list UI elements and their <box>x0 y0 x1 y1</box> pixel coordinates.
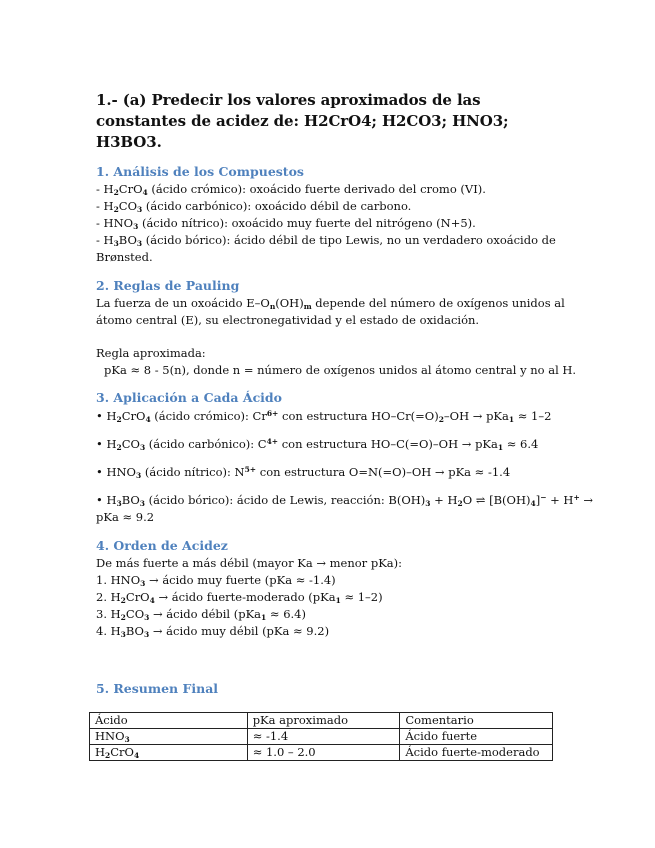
subscript: 3 <box>139 499 146 508</box>
page-title: 1.- (a) Predecir los valores aproximados de las constantes de acidez de: H2CrO4; H2CO3; HNO3; H3BO3. <box>96 91 509 151</box>
subscript: 4 <box>149 596 155 605</box>
table-cell-acid: $HNO_3$ <box>90 729 248 745</box>
superscript: 4+ <box>266 437 279 446</box>
section-heading-analisis: 1. Análisis de los Compuestos <box>96 164 304 179</box>
analisis-item: - $H_3BO_3$ (ácido bórico): ácido débil de tipo Lewis, no un verdadero oxoácido de <box>96 233 556 248</box>
orden-intro: De más fuerte a más débil (mayor Ka → menor pKa): <box>96 556 402 570</box>
subscript: 2 <box>457 499 463 508</box>
subscript: 3 <box>143 630 150 639</box>
subscript: 1 <box>508 415 515 424</box>
subscript: 2 <box>116 415 122 424</box>
subscript: 3 <box>139 443 146 452</box>
aplicacion-item: • $H_2CO_3$ (ácido carbónico): $C^{4+}$ con estructura HO–C(=O)–OH → pKa$_1$ ≈ 6.4 <box>96 437 539 452</box>
table-cell-pka: ≈ 1.0 – 2.0 <box>247 745 400 761</box>
summary-table <box>89 712 553 761</box>
subscript: 3 <box>113 239 119 248</box>
orden-item: 3. $H_2CO_3$ → ácido débil (pKa$_1$ ≈ 6.4) <box>96 607 306 622</box>
section-heading-aplicacion: 3. Aplicación a Cada Ácido <box>96 390 283 405</box>
subscript: 2 <box>113 188 119 197</box>
subscript: 3 <box>425 499 431 508</box>
table-row <box>90 729 553 745</box>
table-cell-acid: $H_2CrO_4$ <box>90 745 248 761</box>
subscript: m <box>303 302 312 311</box>
pauling-text <box>96 295 565 329</box>
subscript: 2 <box>113 205 119 214</box>
analisis-item: - $H_2CO_3$ (ácido carbónico): oxoácido débil de carbono. <box>96 199 412 214</box>
superscript: + <box>573 493 580 502</box>
table-row <box>90 745 553 761</box>
aplicacion-item-boric-cont: pKa ≈ 9.2 <box>96 510 155 524</box>
subscript: 3 <box>116 499 122 508</box>
section-heading-orden: 4. Orden de Acidez <box>96 538 228 553</box>
aplicacion-item: • $H_2CrO_4$ (ácido crómico): $Cr^{6+}$ con estructura $HO-Cr(=O)_2-OH \to pKa_1 \approx 1-2$ <box>96 409 552 424</box>
superscript: 6+ <box>266 409 279 418</box>
rule-label: Regla aproximada: <box>96 346 206 360</box>
subscript: 4 <box>133 751 140 760</box>
analisis-item: - $H_2CrO_4$ (ácido crómico): oxoácido fuerte derivado del cromo (VI). <box>96 182 486 197</box>
orden-item: 1. $HNO_3$ → ácido muy fuerte (pKa ≈ -1.4) <box>96 573 336 588</box>
orden-item: 4. $H_3BO_3$ → ácido muy débil (pKa ≈ 9.2) <box>96 624 330 639</box>
subscript: 1 <box>261 613 267 622</box>
subscript: 3 <box>137 205 143 214</box>
section-heading-resumen: 5. Resumen Final <box>96 681 219 696</box>
analisis-list <box>96 181 556 266</box>
analisis-item: - $HNO_3$ (ácido nítrico): oxoácido muy fuerte del nitrógeno (N+5). <box>96 216 476 231</box>
orden-list <box>96 555 556 640</box>
superscript: 5+ <box>244 465 257 474</box>
subscript: 3 <box>136 239 143 248</box>
subscript: 2 <box>105 751 111 760</box>
table-cell-comment: Ácido fuerte-moderado <box>400 745 553 761</box>
subscript: 3 <box>124 735 130 744</box>
table-cell-comment: Ácido fuerte <box>400 729 553 745</box>
subscript: 1 <box>335 596 341 605</box>
subscript: 2 <box>116 443 122 452</box>
subscript: 4 <box>530 499 536 508</box>
subscript: 4 <box>145 415 151 424</box>
subscript: 4 <box>142 188 148 197</box>
table-header-cell: pKa aproximado <box>247 713 400 729</box>
aplicacion-item <box>96 492 594 526</box>
aplicacion-item: • $HNO_3$ (ácido nítrico): $N^{5+}$ con estructura O=N(=O)–OH → pKa ≈ -1.4 <box>96 465 511 480</box>
subscript: n <box>269 302 276 311</box>
orden-item: 2. $H_2CrO_4$ → ácido fuerte-moderado (pKa$_1$ ≈ 1–2) <box>96 590 383 605</box>
subscript: 2 <box>120 613 126 622</box>
pauling-line-2: átomo central (E), su electronegatividad y el estado de oxidación. <box>96 313 480 327</box>
rule-formula: pKa ≈ 8 - 5(n), donde n = número de oxígenos unidos al átomo central y no al H. <box>104 363 577 377</box>
subscript: 3 <box>135 471 142 480</box>
table-header-row <box>90 713 553 729</box>
pauling-rule <box>96 345 577 379</box>
subscript: 3 <box>120 630 126 639</box>
table-header-cell: Ácido <box>90 713 248 729</box>
subscript: 2 <box>120 596 126 605</box>
subscript: 2 <box>438 415 444 424</box>
aplicacion-item-boric: • $H_3BO_3$ (ácido bórico): ácido de Lewis, reacción: $B(OH)_3 + H_2O$ ⇌ $[B(OH)_4]^- + H^+$ → <box>96 493 594 508</box>
table-header-cell: Comentario <box>400 713 553 729</box>
subscript: 3 <box>140 579 146 588</box>
pauling-line-1: La fuerza de un oxoácido $E-O_n(OH)_m$ depende del número de oxígenos unidos al <box>96 296 565 311</box>
superscript: − <box>540 493 547 502</box>
table-cell-pka: ≈ -1.4 <box>247 729 400 745</box>
section-heading-pauling: 2. Reglas de Pauling <box>96 278 240 293</box>
analisis-item: Brønsted. <box>96 250 153 264</box>
subscript: 1 <box>497 443 504 452</box>
subscript: 3 <box>144 613 150 622</box>
subscript: 3 <box>133 222 139 231</box>
